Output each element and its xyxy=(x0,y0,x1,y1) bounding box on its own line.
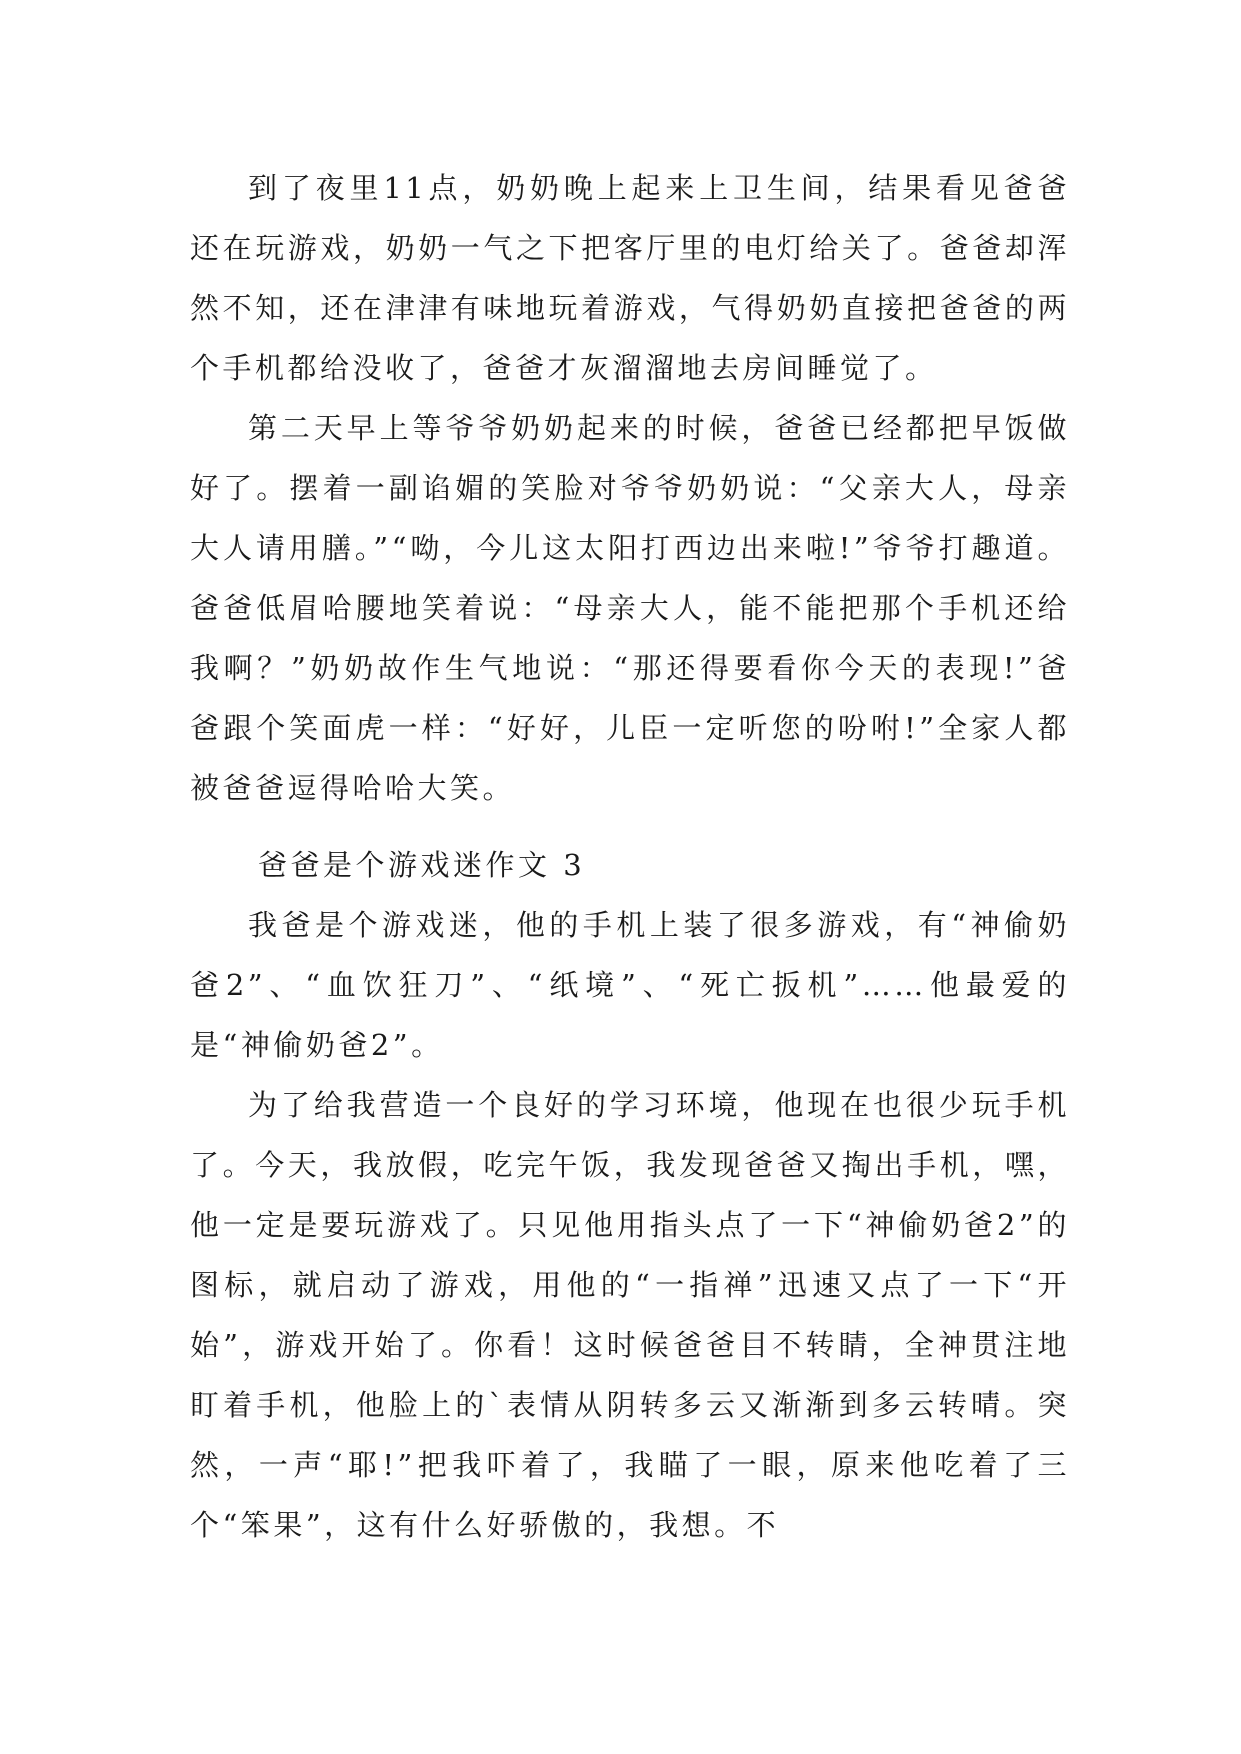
section-2 xyxy=(190,895,1070,1555)
section-1 xyxy=(190,158,1070,818)
paragraph-playing-game: 为了给我营造一个良好的学习环境，他现在也很少玩手机了。今天，我放假，吃完午饭，我发现爸爸又掏出手机，嘿，他一定是要玩游戏了。只见他用指头点了一下“神偷奶爸2”的图标，就启动了游戏，用他的“一指禅”迅速又点了一下“开始”，游戏开始了。你看！这时候爸爸目不转睛，全神贯注地盯着手机，他脸上的`表情从阴转多云又渐渐到多云转晴。突然，一声“耶!”把我吓着了，我瞄了一眼，原来他吃着了三个“笨果”，这有什么好骄傲的，我想。不 xyxy=(190,1088,1070,1542)
paragraph-night-game: 到了夜里11点，奶奶晚上起来上卫生间，结果看见爸爸还在玩游戏，奶奶一气之下把客厅里的电灯给关了。爸爸却浑然不知，还在津津有味地玩着游戏，气得奶奶直接把爸爸的两个手机都给没收了，爸爸才灰溜溜地去房间睡觉了。 xyxy=(190,171,1070,385)
paragraph-game-list: 我爸是个游戏迷，他的手机上装了很多游戏，有“神偷奶爸2”、“血饮狂刀”、“纸境”、“死亡扳机”……他最爱的是“神偷奶爸2”。 xyxy=(190,908,1070,1062)
paragraph-next-morning: 第二天早上等爷爷奶奶起来的时候，爸爸已经都把早饭做好了。摆着一副谄媚的笑脸对爷爷奶奶说：“父亲大人，母亲大人请用膳。”“呦，今儿这太阳打西边出来啦!”爷爷打趣道。爸爸低眉哈腰地笑着说：“母亲大人，能不能把那个手机还给我啊？”奶奶故作生气地说：“那还得要看你今天的表现!”爸爸跟个笑面虎一样：“好好，儿臣一定听您的吩咐!”全家人都被爸爸逗得哈哈大笑。 xyxy=(190,411,1070,805)
essay-title: 爸爸是个游戏迷作文 3 xyxy=(258,848,586,882)
